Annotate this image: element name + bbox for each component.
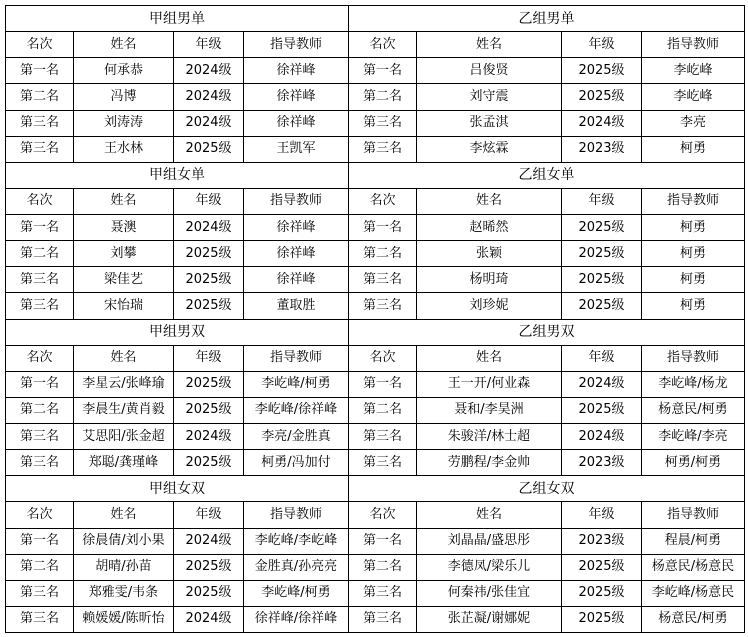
section-title: 甲组男单 bbox=[6, 6, 349, 32]
coach-cell: 李屹峰/徐祥峰 bbox=[244, 397, 349, 423]
grade-cell: 2025级 bbox=[562, 580, 642, 606]
name-cell: 冯博 bbox=[74, 84, 174, 110]
table-row bbox=[6, 554, 745, 580]
coach-cell: 杨意民/杨意民 bbox=[642, 554, 745, 580]
name-cell: 张芷凝/谢娜妮 bbox=[417, 606, 562, 632]
section-title: 乙组男双 bbox=[349, 319, 745, 345]
coach-cell: 李屹峰 bbox=[642, 58, 745, 84]
grade-cell: 2023级 bbox=[562, 450, 642, 476]
table-row bbox=[6, 215, 745, 241]
section-title-row bbox=[6, 476, 745, 502]
coach-cell: 徐祥峰 bbox=[244, 215, 349, 241]
name-cell: 刘珍妮 bbox=[417, 293, 562, 319]
rank-cell: 第二名 bbox=[349, 84, 417, 110]
column-header: 年级 bbox=[562, 502, 642, 528]
coach-cell: 徐祥峰 bbox=[244, 58, 349, 84]
column-header: 名次 bbox=[349, 188, 417, 214]
name-cell: 聂和/李昊洲 bbox=[417, 397, 562, 423]
name-cell: 何承恭 bbox=[74, 58, 174, 84]
column-header: 姓名 bbox=[417, 188, 562, 214]
column-header: 指导教师 bbox=[244, 502, 349, 528]
rank-cell: 第二名 bbox=[349, 241, 417, 267]
grade-cell: 2025级 bbox=[174, 450, 244, 476]
table-row bbox=[6, 110, 745, 136]
rank-cell: 第三名 bbox=[6, 580, 74, 606]
section-title: 甲组女单 bbox=[6, 162, 349, 188]
header-row bbox=[6, 188, 745, 214]
table-row bbox=[6, 58, 745, 84]
column-header: 指导教师 bbox=[642, 32, 745, 58]
grade-cell: 2024级 bbox=[174, 84, 244, 110]
rank-cell: 第三名 bbox=[349, 293, 417, 319]
coach-cell: 柯勇/柯勇 bbox=[642, 450, 745, 476]
rank-cell: 第二名 bbox=[6, 84, 74, 110]
name-cell: 何秦祎/张佳宜 bbox=[417, 580, 562, 606]
name-cell: 王一开/何业森 bbox=[417, 371, 562, 397]
name-cell: 李晨生/黄肖毅 bbox=[74, 397, 174, 423]
section-title-row bbox=[6, 319, 745, 345]
coach-cell: 李屹峰/柯勇 bbox=[244, 371, 349, 397]
section-title: 乙组男单 bbox=[349, 6, 745, 32]
rank-cell: 第三名 bbox=[349, 110, 417, 136]
table-row bbox=[6, 424, 745, 450]
grade-cell: 2025级 bbox=[562, 397, 642, 423]
rank-cell: 第三名 bbox=[349, 424, 417, 450]
column-header: 年级 bbox=[174, 502, 244, 528]
rank-cell: 第二名 bbox=[6, 397, 74, 423]
column-header: 姓名 bbox=[74, 188, 174, 214]
rank-cell: 第三名 bbox=[6, 136, 74, 162]
grade-cell: 2024级 bbox=[562, 424, 642, 450]
table-row bbox=[6, 293, 745, 319]
coach-cell: 柯勇 bbox=[642, 267, 745, 293]
name-cell: 徐晨倩/刘小果 bbox=[74, 528, 174, 554]
rank-cell: 第三名 bbox=[6, 293, 74, 319]
name-cell: 朱骏洋/林士超 bbox=[417, 424, 562, 450]
coach-cell: 董取胜 bbox=[244, 293, 349, 319]
column-header: 指导教师 bbox=[244, 188, 349, 214]
name-cell: 刘守震 bbox=[417, 84, 562, 110]
column-header: 指导教师 bbox=[642, 345, 745, 371]
name-cell: 艾思阳/张金超 bbox=[74, 424, 174, 450]
table-row bbox=[6, 528, 745, 554]
grade-cell: 2025级 bbox=[174, 371, 244, 397]
coach-cell: 程晨/柯勇 bbox=[642, 528, 745, 554]
rank-cell: 第三名 bbox=[349, 580, 417, 606]
rank-cell: 第一名 bbox=[349, 215, 417, 241]
coach-cell: 柯勇 bbox=[642, 293, 745, 319]
table-row bbox=[6, 606, 745, 632]
grade-cell: 2024级 bbox=[174, 528, 244, 554]
grade-cell: 2025级 bbox=[562, 293, 642, 319]
coach-cell: 李亮/金胜真 bbox=[244, 424, 349, 450]
name-cell: 聂澳 bbox=[74, 215, 174, 241]
coach-cell: 李屹峰/李屹峰 bbox=[244, 528, 349, 554]
coach-cell: 徐祥峰/徐祥峰 bbox=[244, 606, 349, 632]
grade-cell: 2025级 bbox=[562, 267, 642, 293]
coach-cell: 柯勇 bbox=[642, 241, 745, 267]
grade-cell: 2025级 bbox=[174, 267, 244, 293]
coach-cell: 王凯军 bbox=[244, 136, 349, 162]
coach-cell: 李屹峰/杨龙 bbox=[642, 371, 745, 397]
table-row bbox=[6, 84, 745, 110]
name-cell: 李德凤/梁乐儿 bbox=[417, 554, 562, 580]
header-row bbox=[6, 32, 745, 58]
rank-cell: 第二名 bbox=[349, 554, 417, 580]
header-row bbox=[6, 345, 745, 371]
name-cell: 赵晞然 bbox=[417, 215, 562, 241]
name-cell: 刘涛涛 bbox=[74, 110, 174, 136]
column-header: 指导教师 bbox=[642, 502, 745, 528]
grade-cell: 2025级 bbox=[562, 241, 642, 267]
column-header: 年级 bbox=[562, 345, 642, 371]
coach-cell: 杨意民/柯勇 bbox=[642, 606, 745, 632]
column-header: 名次 bbox=[349, 345, 417, 371]
coach-cell: 柯勇/冯加付 bbox=[244, 450, 349, 476]
column-header: 名次 bbox=[349, 502, 417, 528]
rank-cell: 第一名 bbox=[6, 528, 74, 554]
rank-cell: 第三名 bbox=[6, 424, 74, 450]
grade-cell: 2024级 bbox=[174, 424, 244, 450]
section-title: 乙组女双 bbox=[349, 476, 745, 502]
grade-cell: 2024级 bbox=[562, 371, 642, 397]
grade-cell: 2024级 bbox=[174, 110, 244, 136]
grade-cell: 2025级 bbox=[174, 241, 244, 267]
column-header: 姓名 bbox=[417, 32, 562, 58]
name-cell: 杨明琦 bbox=[417, 267, 562, 293]
column-header: 名次 bbox=[349, 32, 417, 58]
grade-cell: 2025级 bbox=[562, 554, 642, 580]
rank-cell: 第一名 bbox=[6, 215, 74, 241]
column-header: 名次 bbox=[6, 345, 74, 371]
column-header: 名次 bbox=[6, 502, 74, 528]
grade-cell: 2025级 bbox=[562, 215, 642, 241]
table-row bbox=[6, 397, 745, 423]
column-header: 姓名 bbox=[74, 345, 174, 371]
section-title-row bbox=[6, 6, 745, 32]
rank-cell: 第三名 bbox=[6, 450, 74, 476]
grade-cell: 2025级 bbox=[174, 293, 244, 319]
grade-cell: 2025级 bbox=[562, 84, 642, 110]
rank-cell: 第三名 bbox=[349, 450, 417, 476]
rank-cell: 第二名 bbox=[349, 397, 417, 423]
coach-cell: 李屹峰 bbox=[642, 84, 745, 110]
coach-cell: 柯勇 bbox=[642, 215, 745, 241]
grade-cell: 2024级 bbox=[174, 58, 244, 84]
name-cell: 劳鹏程/李金帅 bbox=[417, 450, 562, 476]
column-header: 年级 bbox=[562, 32, 642, 58]
coach-cell: 李屹峰/杨意民 bbox=[642, 580, 745, 606]
table-row bbox=[6, 580, 745, 606]
name-cell: 赖媛媛/陈昕怡 bbox=[74, 606, 174, 632]
rank-cell: 第二名 bbox=[6, 241, 74, 267]
header-row bbox=[6, 502, 745, 528]
name-cell: 郑雅雯/韦条 bbox=[74, 580, 174, 606]
grade-cell: 2024级 bbox=[174, 215, 244, 241]
name-cell: 吕俊贤 bbox=[417, 58, 562, 84]
section-title: 甲组男双 bbox=[6, 319, 349, 345]
coach-cell: 李屹峰/李亮 bbox=[642, 424, 745, 450]
table-row bbox=[6, 371, 745, 397]
name-cell: 李星云/张峰瑜 bbox=[74, 371, 174, 397]
grade-cell: 2023级 bbox=[562, 136, 642, 162]
table-row bbox=[6, 241, 745, 267]
column-header: 年级 bbox=[562, 188, 642, 214]
coach-cell: 徐祥峰 bbox=[244, 241, 349, 267]
column-header: 指导教师 bbox=[244, 32, 349, 58]
column-header: 姓名 bbox=[74, 502, 174, 528]
section-title-row bbox=[6, 162, 745, 188]
rank-cell: 第二名 bbox=[6, 554, 74, 580]
section-title: 乙组女单 bbox=[349, 162, 745, 188]
grade-cell: 2024级 bbox=[562, 110, 642, 136]
name-cell: 胡晴/孙苗 bbox=[74, 554, 174, 580]
rank-cell: 第一名 bbox=[6, 58, 74, 84]
column-header: 名次 bbox=[6, 32, 74, 58]
results-table bbox=[5, 5, 745, 633]
name-cell: 宋怡瑞 bbox=[74, 293, 174, 319]
name-cell: 张孟淇 bbox=[417, 110, 562, 136]
rank-cell: 第一名 bbox=[349, 371, 417, 397]
table-row bbox=[6, 267, 745, 293]
name-cell: 刘攀 bbox=[74, 241, 174, 267]
rank-cell: 第三名 bbox=[6, 606, 74, 632]
grade-cell: 2025级 bbox=[562, 606, 642, 632]
grade-cell: 2023级 bbox=[562, 528, 642, 554]
rank-cell: 第一名 bbox=[349, 58, 417, 84]
grade-cell: 2025级 bbox=[174, 580, 244, 606]
table-row bbox=[6, 450, 745, 476]
rank-cell: 第三名 bbox=[349, 267, 417, 293]
grade-cell: 2025级 bbox=[174, 554, 244, 580]
column-header: 名次 bbox=[6, 188, 74, 214]
column-header: 年级 bbox=[174, 188, 244, 214]
name-cell: 郑聪/龚瑾峰 bbox=[74, 450, 174, 476]
table-row bbox=[6, 136, 745, 162]
rank-cell: 第一名 bbox=[6, 371, 74, 397]
section-title: 甲组女双 bbox=[6, 476, 349, 502]
rank-cell: 第一名 bbox=[349, 528, 417, 554]
column-header: 姓名 bbox=[417, 345, 562, 371]
grade-cell: 2025级 bbox=[174, 136, 244, 162]
column-header: 指导教师 bbox=[642, 188, 745, 214]
column-header: 指导教师 bbox=[244, 345, 349, 371]
name-cell: 张颖 bbox=[417, 241, 562, 267]
name-cell: 刘晶晶/盛思彤 bbox=[417, 528, 562, 554]
coach-cell: 李亮 bbox=[642, 110, 745, 136]
rank-cell: 第三名 bbox=[349, 136, 417, 162]
name-cell: 李炫霖 bbox=[417, 136, 562, 162]
name-cell: 王水林 bbox=[74, 136, 174, 162]
coach-cell: 金胜真/孙亮亮 bbox=[244, 554, 349, 580]
column-header: 姓名 bbox=[417, 502, 562, 528]
grade-cell: 2024级 bbox=[174, 606, 244, 632]
coach-cell: 徐祥峰 bbox=[244, 110, 349, 136]
grade-cell: 2025级 bbox=[174, 397, 244, 423]
column-header: 年级 bbox=[174, 345, 244, 371]
column-header: 姓名 bbox=[74, 32, 174, 58]
coach-cell: 徐祥峰 bbox=[244, 267, 349, 293]
rank-cell: 第三名 bbox=[6, 110, 74, 136]
coach-cell: 柯勇 bbox=[642, 136, 745, 162]
rank-cell: 第三名 bbox=[6, 267, 74, 293]
column-header: 年级 bbox=[174, 32, 244, 58]
coach-cell: 杨意民/柯勇 bbox=[642, 397, 745, 423]
name-cell: 梁佳艺 bbox=[74, 267, 174, 293]
coach-cell: 李屹峰/柯勇 bbox=[244, 580, 349, 606]
grade-cell: 2025级 bbox=[562, 58, 642, 84]
rank-cell: 第三名 bbox=[349, 606, 417, 632]
coach-cell: 徐祥峰 bbox=[244, 84, 349, 110]
